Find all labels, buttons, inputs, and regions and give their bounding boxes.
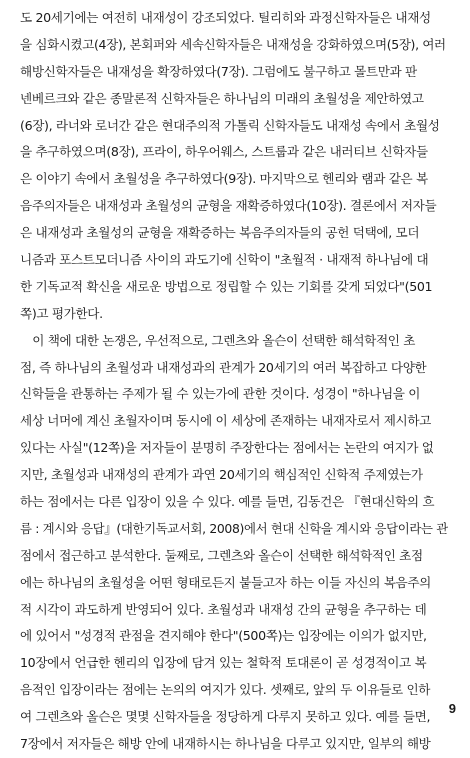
body-text	[20, 5, 448, 758]
text-line: 있다는 사실"(12쪽)을 저자들이 분명히 주장한다는 점에서는 논란의 여지가 없	[20, 440, 434, 456]
text-line: 7장에서 저자들은 해방 안에 내재하시는 하나님을 다루고 있지만, 일부의 해방	[20, 736, 431, 752]
text-line: 한 기독교적 확신을 새로운 방법으로 정립할 수 있는 기회를 갖게 되었다"(501	[20, 278, 433, 294]
text-line: 은 내재성과 초월성의 균형을 재확증하는 복음주의자들의 공헌 덕택에, 모더	[20, 225, 420, 241]
text-line: 이 책에 대한 논쟁은, 우선적으로, 그렌츠와 올슨이 선택한 해석학적인 초	[20, 332, 416, 348]
text-line: 신학들을 관통하는 주제가 될 수 있는가에 관한 것이다. 성경이 "하나님을 이	[20, 386, 421, 402]
text-line: 적 시각이 과도하게 반영되어 있다. 초월성과 내재성 간의 균형을 추구하는 데	[20, 601, 427, 617]
text-line: 지만, 초월성과 내재성의 관계가 과연 20세기의 핵심적인 신학적 주제였는가	[20, 467, 423, 483]
page-number: 9	[448, 701, 456, 716]
text-line: 에는 하나님의 초월성을 어떤 형태로든지 붙들고자 하는 이들 자신의 복음주의	[20, 574, 431, 590]
text-line: 음적인 입장이라는 점에는 논의의 여지가 있다. 셋째로, 앞의 두 이유들로 인하	[20, 682, 431, 698]
text-line: 에 있어서 "성경적 관점을 견지해야 한다"(500쪽)는 입장에는 이의가 없지만,	[20, 628, 427, 644]
text-line: 쪽)고 평가한다.	[20, 305, 103, 321]
text-line: 은 이야기 속에서 초월성을 추구하였다(9장). 마지막으로 헨리와 램과 같은 복	[20, 171, 428, 187]
text-line: 점에서 접근하고 분석한다. 둘째로, 그렌츠와 올슨이 선택한 해석학적인 초점	[20, 547, 423, 563]
text-line: 음주의자들은 내재성과 초월성의 균형을 재확증하였다(10장). 결론에서 저자들	[20, 198, 437, 214]
text-line: 니즘과 포스트모더니즘 사이의 과도기에 신학이 "초월적 · 내재적 하나님에 대	[20, 252, 429, 268]
text-line: 을 심화시켰고(4장), 본회퍼와 세속신학자들은 내재성을 강화하였으며(5장), 여러	[20, 36, 446, 52]
text-line: 하는 점에서는 다른 입장이 있을 수 있다. 예를 들면, 김동건은 『현대신학의 흐	[20, 494, 435, 510]
text-line: 세상 너머에 계신 초월자이며 동시에 이 세상에 존재하는 내재자로서 제시하고	[20, 413, 431, 429]
text-line: 해방신학자들은 내재성을 확장하였다(7장). 그럼에도 불구하고 몰트만과 판	[20, 63, 417, 79]
text-line: 10장에서 언급한 헨리의 입장에 담겨 있는 철학적 토대론이 곧 성경적이고 복	[20, 655, 427, 671]
text-line: (6장), 라너와 로너간 같은 현대주의적 가톨릭 신학자들도 내재성 속에서 초월성	[20, 117, 440, 133]
text-line: 름 : 계시와 응답』(대한기독교서회, 2008)에서 현대 신학을 계시와 응답이라는 관	[20, 520, 448, 536]
text-line: 점, 즉 하나님의 초월성과 내재성과의 관계가 20세기의 여러 복잡하고 다양한	[20, 359, 427, 375]
text-line: 여 그렌츠와 올슨은 몇몇 신학자들을 정당하게 다루지 못하고 있다. 예를 들면,	[20, 709, 431, 725]
text-line: 넨베르크와 같은 종말론적 신학자들은 하나님의 미래의 초월성을 제안하였고	[20, 90, 424, 106]
text-line: 을 추구하였으며(8장), 프라이, 하우어웨스, 스트룹과 같은 내러티브 신학자들	[20, 144, 428, 160]
text-line: 도 20세기에는 여전히 내재성이 강조되었다. 틸리히와 과정신학자들은 내재성	[20, 10, 431, 25]
